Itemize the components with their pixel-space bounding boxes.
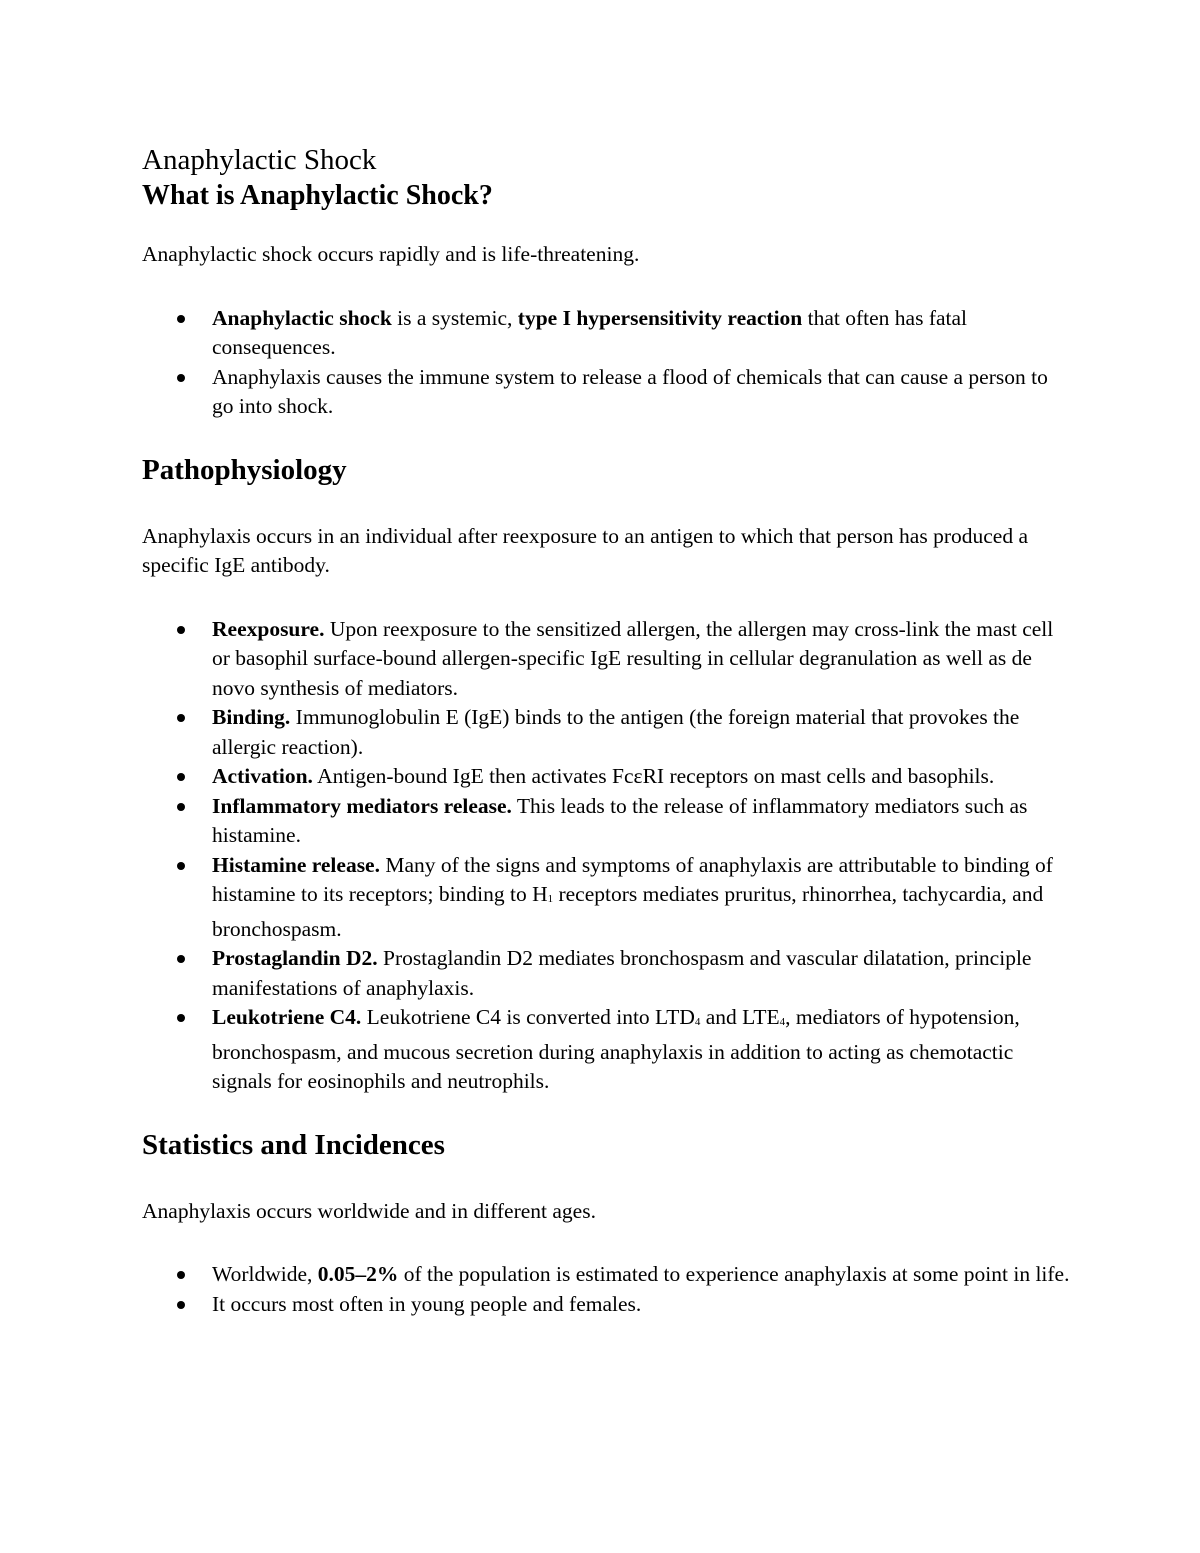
pathophysiology-intro: Anaphylaxis occurs in an individual after reexposure to an antigen to which that person has produced a specific IgE antibody.	[142, 523, 1029, 577]
statistics-heading: Statistics and Incidences	[142, 1128, 445, 1161]
item-text: Antigen-bound IgE then activates FcεRI receptors on mast cells and basophils.	[312, 764, 995, 788]
list-item	[142, 363, 1072, 422]
statistics-list	[142, 1260, 1072, 1319]
list-item	[142, 944, 1072, 1003]
item-text: Leukotriene C4 is converted into LTD	[361, 1005, 695, 1029]
pathophysiology-heading: Pathophysiology	[142, 453, 347, 486]
bullet-icon	[177, 626, 185, 634]
bullet-icon	[177, 374, 185, 382]
item-text: is a systemic,	[391, 305, 518, 330]
document-content	[142, 142, 1072, 1319]
subscript: 4	[694, 1016, 701, 1028]
bullet-icon	[177, 773, 185, 781]
item-text: and LTE	[700, 1005, 780, 1029]
item-label: Prostaglandin D2.	[212, 946, 378, 970]
list-item	[142, 1003, 1072, 1097]
document-subtitle: What is Anaphylactic Shock?	[142, 180, 493, 211]
pathophysiology-list	[142, 615, 1072, 1097]
item-text: Many of the signs and symptoms of anaphylaxis are attributable to binding of histamine to its receptors; binding to H	[212, 852, 1053, 906]
bullet-icon	[177, 862, 185, 870]
bold-value: 0.05–2%	[317, 1262, 399, 1286]
item-label: Activation.	[212, 764, 313, 788]
item-text: Prostaglandin D2 mediates bronchospasm and vascular dilatation, principle manifestations of anaphylaxis.	[212, 946, 1032, 1000]
intro-bullet-list	[142, 304, 1072, 422]
subscript: 4	[779, 1016, 786, 1028]
bullet-icon	[177, 315, 185, 323]
bold-term: Anaphylactic shock	[212, 305, 392, 330]
intro-paragraph: Anaphylactic shock occurs rapidly and is life-threatening.	[142, 242, 640, 266]
item-text: It occurs most often in young people and females.	[212, 1291, 642, 1316]
list-item	[142, 615, 1072, 704]
list-item	[142, 304, 1072, 363]
bold-term: type I hypersensitivity reaction	[517, 305, 803, 330]
bullet-icon	[177, 803, 185, 811]
item-label: Leukotriene C4.	[212, 1005, 362, 1029]
item-text: Immunoglobulin E (IgE) binds to the antigen (the foreign material that provokes the allergic reaction).	[212, 705, 1020, 759]
item-label: Histamine release.	[212, 852, 380, 877]
item-text: Anaphylaxis causes the immune system to release a flood of chemicals that can cause a person to go into shock.	[212, 364, 1048, 418]
bullet-icon	[177, 714, 185, 722]
list-item	[142, 851, 1072, 945]
bullet-icon	[177, 1301, 185, 1309]
statistics-intro: Anaphylaxis occurs worldwide and in different ages.	[142, 1198, 596, 1223]
list-item	[142, 762, 1072, 792]
list-item	[142, 703, 1072, 762]
bullet-icon	[177, 1014, 185, 1022]
subscript: 1	[547, 893, 554, 905]
bullet-icon	[177, 955, 185, 963]
list-item	[142, 1260, 1072, 1290]
item-label: Binding.	[212, 705, 291, 729]
item-text: that often has fatal consequences.	[212, 305, 968, 359]
list-item	[142, 792, 1072, 851]
item-text: , mediators of hypotension, bronchospasm, and mucous secretion during anaphylaxis in addition to acting as chemotactic signals for eosinophils and neutrophils.	[212, 1005, 1020, 1093]
list-item	[142, 1290, 1072, 1320]
item-label: Inflammatory mediators release.	[212, 793, 512, 818]
document-title: Anaphylactic Shock	[142, 144, 377, 176]
item-text: Upon reexposure to the sensitized allergen, the allergen may cross-link the mast cell or basophil surface-bound allergen-specific IgE resulting in cellular degranulation as well as de novo synthesis of mediators.	[212, 616, 1054, 700]
item-label: Reexposure.	[212, 616, 325, 641]
item-text: receptors mediates pruritus, rhinorrhea, tachycardia, and bronchospasm.	[212, 882, 1044, 941]
item-text: Worldwide,	[212, 1262, 318, 1286]
item-text: This leads to the release of inflammatory mediators such as histamine.	[212, 793, 1028, 847]
bullet-icon	[177, 1271, 185, 1279]
item-text: of the population is estimated to experience anaphylaxis at some point in life.	[398, 1262, 1070, 1286]
